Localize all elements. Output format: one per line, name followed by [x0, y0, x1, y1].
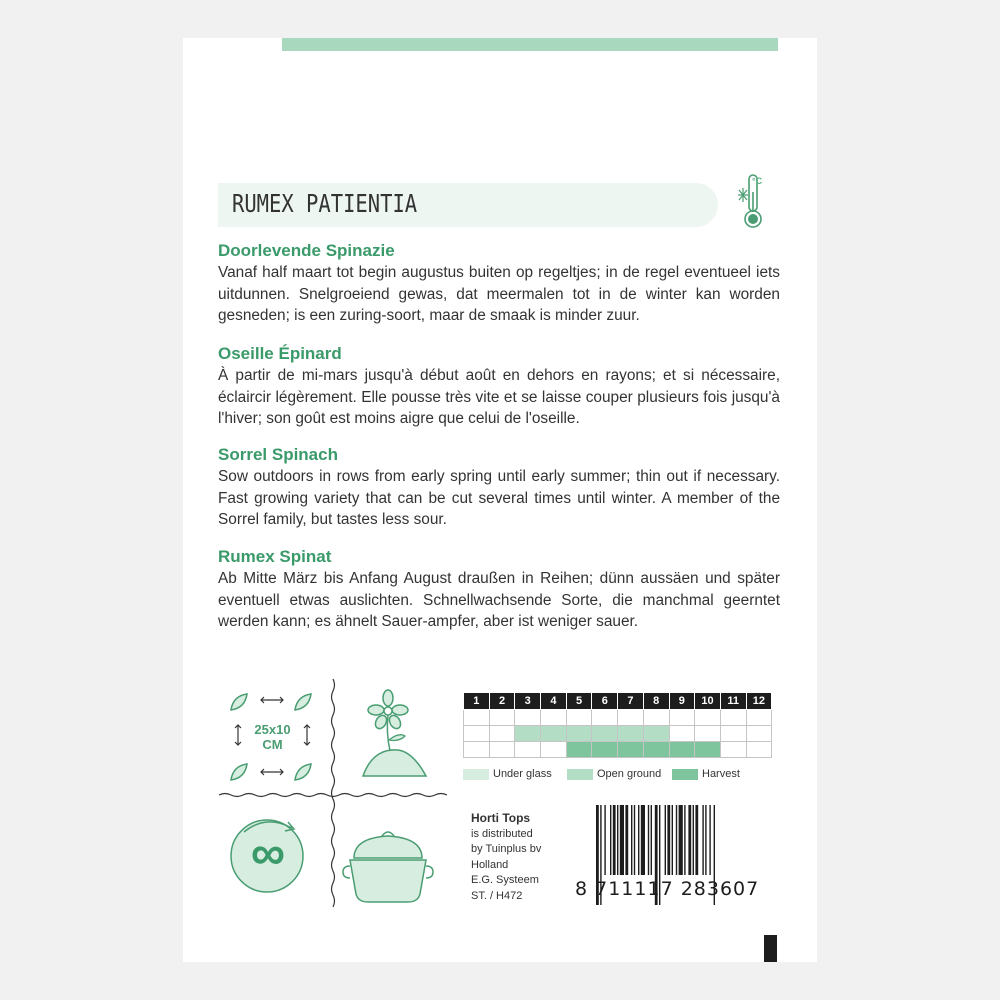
barcode-bar: [672, 805, 673, 875]
month-header: 8: [643, 693, 669, 710]
calendar-cell: [669, 742, 695, 758]
section-text: Ab Mitte März bis Anfang August draußen in Reihen; dünn aussäen und später eventuell etwas auslichten. Schnellwachsende Sorte, die manchmal geerntet werden kann; es ähnelt Sauer-ampfer, aber ist weniger sauer.: [218, 570, 780, 630]
section-title: Sorrel Spinach: [218, 445, 338, 464]
month-header: 6: [592, 693, 618, 710]
barcode-bar: [634, 805, 635, 875]
calendar-cell: [720, 742, 746, 758]
calendar-cell: [515, 726, 541, 742]
calendar-cell: [720, 710, 746, 726]
month-header: 1: [464, 693, 490, 710]
calendar-cell: [566, 726, 592, 742]
calendar-cell: [746, 742, 772, 758]
sowing-calendar: [463, 692, 772, 758]
calendar-cell: [643, 726, 669, 742]
infinity-symbol: ∞: [250, 827, 286, 880]
barcode-number: 8 711117 283607: [575, 878, 760, 900]
distributor-line: ST. / H472: [471, 889, 523, 902]
calendar-cell: [618, 742, 644, 758]
section-dutch: [218, 240, 780, 327]
flowering-plant-icon: [355, 688, 430, 783]
month-header: 3: [515, 693, 541, 710]
calendar-cell: [566, 710, 592, 726]
distributor-line: Holland: [471, 858, 509, 871]
calendar-cell: [489, 742, 515, 758]
barcode-bar: [695, 805, 698, 875]
barcode-bar: [709, 805, 710, 875]
section-title: Doorlevende Spinazie: [218, 241, 395, 260]
calendar-cell: [541, 710, 567, 726]
distributor-line: is distributed: [471, 827, 533, 840]
spacing-unit: CM: [262, 737, 283, 752]
legend-under-glass: [463, 768, 552, 780]
barcode-bar: [613, 805, 616, 875]
section-text: Vanaf half maart tot begin augustus buiten op regeltjes; in de regel eventueel iets uitdunnen. Snelgroeiend gewas, dat meermalen tot in de winter kan worden gesneden; is een zuring-soort, maar de smaak is minder zuur.: [218, 264, 780, 324]
month-header: 7: [618, 693, 644, 710]
legend-label: Under glass: [493, 768, 552, 780]
calendar-cell: [746, 726, 772, 742]
temperature-unit: °C: [752, 176, 763, 186]
calendar-cell: [464, 726, 490, 742]
barcode-bar: [693, 805, 694, 875]
calendar-cell: [695, 742, 721, 758]
section-title: Oseille Épinard: [218, 344, 342, 363]
month-header: 5: [566, 693, 592, 710]
barcode-bar: [641, 805, 645, 875]
legend-swatch: [672, 769, 698, 780]
calendar-cell: [618, 726, 644, 742]
calendar-cell: [566, 742, 592, 758]
legend-harvest: [672, 768, 740, 780]
calendar-cell: [464, 710, 490, 726]
barcode-bar: [620, 805, 624, 875]
calendar-cell: [618, 710, 644, 726]
calendar-cell: [695, 710, 721, 726]
barcode-bar: [638, 805, 639, 875]
calendar-row: [464, 742, 772, 758]
month-header: 12: [746, 693, 772, 710]
calendar-row: [464, 710, 772, 726]
section-german: [218, 546, 780, 633]
calendar-cell: [541, 726, 567, 742]
distributor-line: E.G. Systeem: [471, 874, 539, 886]
barcode-bar: [702, 805, 703, 875]
calendar-cell: [695, 726, 721, 742]
barcode-bar: [679, 805, 683, 875]
calendar-cell: [746, 710, 772, 726]
distributor-line: by Tuinplus bv: [471, 843, 542, 855]
barcode-bar: [604, 805, 605, 875]
month-header: 10: [695, 693, 721, 710]
calendar-cell: [643, 742, 669, 758]
calendar-cell: [643, 710, 669, 726]
legend-open-ground: [567, 768, 661, 780]
barcode-bar: [667, 805, 670, 875]
latin-name: RUMEX PATIENTIA: [232, 189, 418, 218]
barcode-bar: [705, 805, 706, 875]
month-header: 9: [669, 693, 695, 710]
brand-name: Horti Tops: [471, 811, 531, 825]
barcode-bar: [610, 805, 611, 875]
month-header: 11: [720, 693, 746, 710]
calendar-cell: [720, 726, 746, 742]
barcode-bar: [688, 805, 691, 875]
section-english: [218, 444, 780, 531]
barcode-bar: [631, 805, 632, 875]
barcode-bar: [684, 805, 685, 875]
spacing-value: 25x10: [254, 722, 291, 737]
calendar-cell: [515, 742, 541, 758]
distributor-info: [471, 811, 541, 904]
legend-swatch: [463, 769, 489, 780]
calendar-cell: [489, 710, 515, 726]
legend-label: Harvest: [702, 768, 740, 780]
section-text: Sow outdoors in rows from early spring until early summer; thin out if necessary. Fast growing variety that can be cut several times until winter. A member of the Sorrel family, but tastes less sour.: [218, 468, 780, 528]
section-french: [218, 343, 780, 430]
month-header: 4: [541, 693, 567, 710]
barcode-bar: [617, 805, 618, 875]
barcode-bar: [625, 805, 628, 875]
barcode-bar: [676, 805, 677, 875]
calendar-cell: [464, 742, 490, 758]
barcode-bar: [665, 805, 666, 875]
calendar-cell: [489, 726, 515, 742]
legend-swatch: [567, 769, 593, 780]
print-marker: [764, 935, 777, 962]
calendar-cell: [592, 710, 618, 726]
section-text: À partir de mi-mars jusqu'à début août en dehors en rayons; et si nécessaire, éclaircir légèrement. Elle pousse très vite et se laisse couper plusieurs fois jusqu'à l'hiver; son goût est moins aigre que celui de l'oseille.: [218, 367, 780, 427]
calendar-cell: [541, 742, 567, 758]
calendar-cell: [669, 726, 695, 742]
top-color-bar: [282, 38, 778, 51]
calendar-row: [464, 726, 772, 742]
calendar-cell: [592, 726, 618, 742]
barcode-bar: [648, 805, 649, 875]
barcode-bar: [651, 805, 652, 875]
section-title: Rumex Spinat: [218, 547, 332, 566]
spacing-label: [250, 722, 295, 752]
calendar-cell: [515, 710, 541, 726]
calendar-cell: [592, 742, 618, 758]
month-header: 2: [489, 693, 515, 710]
cooking-pot-icon: [342, 828, 434, 908]
calendar-cell: [669, 710, 695, 726]
legend-label: Open ground: [597, 768, 662, 780]
